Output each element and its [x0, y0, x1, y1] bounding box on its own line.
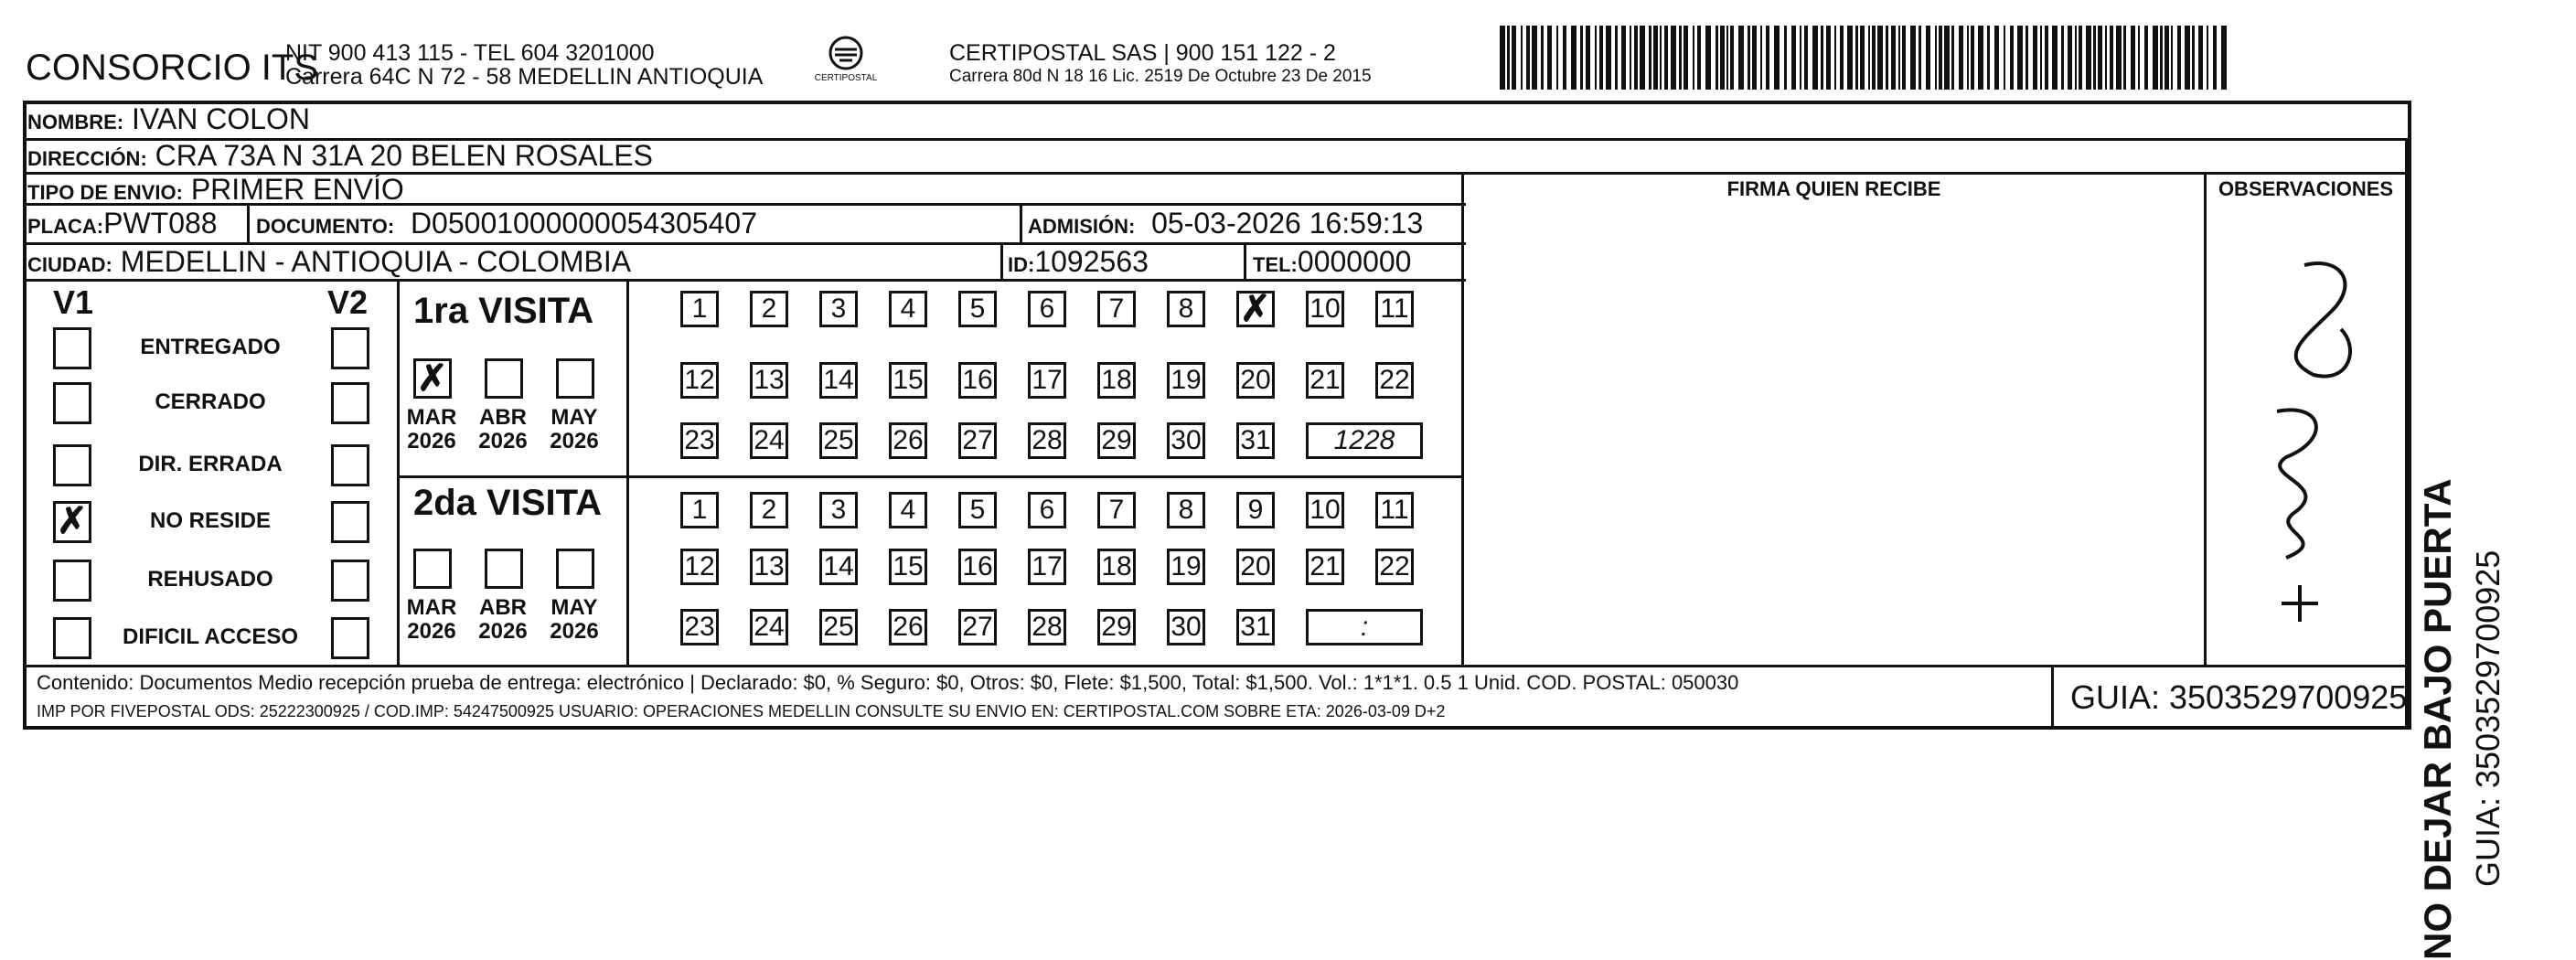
barcode-bar: [1716, 26, 1718, 90]
barcode-bar: [2207, 26, 2208, 90]
logo-text: CERTIPOSTAL: [814, 73, 878, 83]
day-box[interactable]: 19: [1167, 362, 1205, 399]
day-box[interactable]: 18: [1097, 362, 1136, 399]
day-box[interactable]: 14: [819, 362, 858, 399]
barcode-bar: [1595, 26, 1597, 90]
barcode-bar: [2017, 26, 2023, 90]
barcode-bar: [1784, 26, 1787, 90]
barcode-bar: [2116, 26, 2122, 90]
day-box[interactable]: 15: [889, 549, 927, 585]
nombre-label: NOMBRE:: [27, 111, 124, 133]
day-box[interactable]: 8: [1167, 291, 1205, 327]
barcode-bar: [1872, 26, 1876, 90]
barcode-bar: [1541, 26, 1544, 90]
month-label: MAY: [550, 595, 598, 620]
barcode-bar: [2221, 26, 2227, 90]
barcode-bar: [1599, 26, 1603, 90]
day-box[interactable]: 9: [1236, 492, 1275, 528]
barcode-bar: [1752, 26, 1757, 90]
day-box[interactable]: 10: [1306, 291, 1344, 327]
v2-checkbox[interactable]: [331, 327, 369, 369]
option-label: REHUSADO: [147, 567, 273, 592]
day-box[interactable]: 17: [1028, 549, 1066, 585]
check-mark-icon: ✗: [1240, 289, 1271, 329]
year-label: 2026: [407, 429, 456, 453]
barcode-bar: [1521, 26, 1523, 90]
day-box[interactable]: 29: [1097, 609, 1136, 645]
barcode-bar: [1526, 26, 1530, 90]
day-box[interactable]: 25: [819, 609, 858, 645]
barcode-bar: [1967, 26, 1969, 90]
day-box[interactable]: 31: [1236, 609, 1275, 645]
barcode-bar: [1840, 26, 1844, 90]
barcode-bar: [2010, 26, 2014, 90]
barcode-bar: [2033, 26, 2037, 90]
barcode-bar: [2061, 26, 2064, 90]
barcode-bar: [2075, 26, 2077, 90]
day-box[interactable]: 18: [1097, 549, 1136, 585]
barcode-bar: [1910, 26, 1916, 90]
day-box[interactable]: 20: [1236, 362, 1275, 399]
barcode-bar: [1500, 26, 1505, 90]
day-box[interactable]: 16: [958, 549, 997, 585]
day-box[interactable]: 12: [680, 362, 719, 399]
day-box[interactable]: 7: [1097, 291, 1136, 327]
barcode-bar: [1860, 26, 1865, 90]
barcode-bar: [1971, 26, 1974, 90]
id-value: 1092563: [1034, 245, 1149, 278]
barcode-bar: [1821, 26, 1823, 90]
day-box[interactable]: 26: [889, 609, 927, 645]
day-box[interactable]: 15: [889, 362, 927, 399]
day-box[interactable]: 30: [1167, 609, 1205, 645]
month-checkbox[interactable]: [556, 358, 594, 399]
documento-value: D05001000000054305407: [410, 207, 757, 240]
month-checkbox[interactable]: [413, 549, 452, 589]
barcode-bar: [1951, 26, 1954, 90]
barcode-bar: [1697, 26, 1701, 90]
handwritten-signature: [2222, 247, 2387, 631]
v1-checkbox[interactable]: [53, 560, 91, 602]
v2-checkbox[interactable]: [331, 444, 369, 486]
documento-label: DOCUMENTO:: [256, 215, 395, 238]
barcode: [1500, 26, 2231, 90]
nombre-field: [27, 102, 310, 136]
day-box[interactable]: 2: [750, 291, 788, 327]
month-checkbox[interactable]: [485, 358, 523, 399]
company-nit: NIT 900 413 115 - TEL 604 3201000: [285, 40, 655, 66]
firma-header: FIRMA QUIEN RECIBE: [1726, 177, 1941, 200]
barcode-bar: [2198, 26, 2203, 90]
month-checkbox[interactable]: [556, 549, 594, 589]
barcode-bar: [1877, 26, 1883, 90]
placa-value: PWT088: [103, 207, 218, 240]
footer-imp: IMP POR FIVEPOSTAL ODS: 25222300925 / COD.IMP: 54247500925 USUARIO: OPERACIONES MEDELLIN CONSULTE SU ENVIO EN: CERTIPOSTAL.COM SOBRE ETA: 2026-03-09 D+2: [37, 702, 1446, 720]
barcode-bar: [1726, 26, 1728, 90]
certipostal-address: Carrera 80d N 18 16 Lic. 2519 De Octubre 23 De 2015: [949, 67, 1372, 86]
day-box[interactable]: 13: [750, 549, 788, 585]
v2-checkbox[interactable]: [331, 560, 369, 602]
barcode-bar: [1978, 26, 1983, 90]
v2-checkbox[interactable]: [331, 501, 369, 543]
barcode-bar: [1640, 26, 1645, 90]
barcode-bar: [2171, 26, 2173, 90]
direccion-label: DIRECCIÓN:: [27, 147, 147, 170]
month-label: MAR: [406, 595, 457, 620]
id-label: ID:: [1008, 253, 1035, 276]
day-box[interactable]: 4: [889, 291, 927, 327]
visit1-title: 1ra VISITA: [413, 291, 594, 331]
barcode-bar: [1653, 26, 1658, 90]
barcode-bar: [1660, 26, 1662, 90]
v1-checkbox[interactable]: [53, 382, 91, 424]
day-box[interactable]: 29: [1097, 422, 1136, 459]
barcode-bar: [1532, 26, 1537, 90]
day-box[interactable]: 25: [819, 422, 858, 459]
barcode-bar: [1891, 26, 1896, 90]
barcode-bar: [1886, 26, 1888, 90]
placa-label: PLACA:: [27, 215, 104, 238]
option-label: DIFICIL ACCESO: [122, 624, 298, 649]
barcode-bar: [2040, 26, 2042, 90]
time-box[interactable]: 1228: [1306, 422, 1423, 459]
month-checkbox[interactable]: [485, 549, 523, 589]
barcode-bar: [2213, 26, 2217, 90]
tipo-label: TIPO DE ENVIO:: [27, 181, 183, 204]
day-box[interactable]: 16: [958, 362, 997, 399]
barcode-bar: [2192, 26, 2195, 90]
barcode-bar: [2123, 26, 2126, 90]
day-box[interactable]: 1: [680, 291, 719, 327]
barcode-bar: [2105, 26, 2107, 90]
barcode-bar: [1580, 26, 1583, 90]
barcode-bar: [1705, 26, 1711, 90]
barcode-bar: [2131, 26, 2135, 90]
barcode-bar: [2079, 26, 2082, 90]
barcode-bar: [1939, 26, 1942, 90]
barcode-bar: [1804, 26, 1808, 90]
option-label: DIR. ERRADA: [138, 452, 283, 476]
footer-guia: GUIA: 3503529700925: [2070, 678, 2408, 716]
barcode-bar: [2144, 26, 2148, 90]
time-box[interactable]: :: [1306, 609, 1423, 645]
barcode-bar: [1563, 26, 1566, 90]
barcode-bar: [1556, 26, 1558, 90]
barcode-bar: [1919, 26, 1921, 90]
day-box[interactable]: 19: [1167, 549, 1205, 585]
barcode-bar: [1987, 26, 1990, 90]
check-mark-icon: ✗: [417, 358, 448, 399]
company-name: CONSORCIO ITS: [26, 48, 319, 88]
barcode-bar: [2045, 26, 2048, 90]
barcode-bar: [1834, 26, 1836, 90]
ciudad-value: MEDELLIN - ANTIOQUIA - COLOMBIA: [120, 245, 632, 278]
barcode-bar: [2138, 26, 2140, 90]
barcode-bar: [1547, 26, 1552, 90]
barcode-bar: [1959, 26, 1963, 90]
day-box[interactable]: 23: [680, 609, 719, 645]
barcode-bar: [1720, 26, 1725, 90]
year-label: 2026: [550, 429, 599, 453]
barcode-bar: [1812, 26, 1818, 90]
barcode-bar: [1738, 26, 1744, 90]
tipo-value: PRIMER ENVÍO: [190, 173, 404, 206]
barcode-bar: [1615, 26, 1618, 90]
month-label: ABR: [479, 595, 527, 620]
barcode-bar: [2026, 26, 2028, 90]
barcode-bar: [1800, 26, 1801, 90]
barcode-bar: [1606, 26, 1611, 90]
day-box[interactable]: 21: [1306, 549, 1344, 585]
barcode-bar: [1748, 26, 1750, 90]
placa-field: [27, 207, 218, 240]
option-label: CERRADO: [155, 389, 266, 414]
day-box[interactable]: 11: [1375, 291, 1414, 327]
tel-label: TEL:: [1253, 253, 1298, 276]
barcode-bar: [1994, 26, 1999, 90]
barcode-bar: [1898, 26, 1900, 90]
visit2-title: 2da VISITA: [413, 483, 602, 523]
barcode-bar: [1683, 26, 1688, 90]
option-label: ENTREGADO: [140, 335, 281, 359]
day-box[interactable]: 5: [958, 492, 997, 528]
day-box[interactable]: 17: [1028, 362, 1066, 399]
day-box[interactable]: 20: [1236, 549, 1275, 585]
barcode-bar: [2052, 26, 2058, 90]
day-box[interactable]: 10: [1306, 492, 1344, 528]
barcode-bar: [1926, 26, 1930, 90]
certipostal-logo: [814, 35, 878, 91]
day-box[interactable]: 1: [680, 492, 719, 528]
no-dejar-bajo-puerta: NO DEJAR BAJO PUERTA: [2416, 478, 2459, 960]
barcode-bar: [1693, 26, 1694, 90]
barcode-bar: [2185, 26, 2190, 90]
barcode-bar: [1621, 26, 1626, 90]
barcode-bar: [1868, 26, 1870, 90]
day-box[interactable]: 28: [1028, 609, 1066, 645]
v2-checkbox[interactable]: [331, 382, 369, 424]
barcode-bar: [2098, 26, 2102, 90]
v2-checkbox[interactable]: [331, 617, 369, 659]
id-field: [1008, 245, 1149, 279]
barcode-bar: [2160, 26, 2163, 90]
day-box[interactable]: 24: [750, 609, 788, 645]
barcode-bar: [1586, 26, 1590, 90]
barcode-bar: [1791, 26, 1796, 90]
day-box[interactable]: 28: [1028, 422, 1066, 459]
documento-field: [256, 207, 757, 240]
ciudad-field: [27, 245, 631, 279]
barcode-bar: [2086, 26, 2091, 90]
day-box[interactable]: 6: [1028, 291, 1066, 327]
day-box[interactable]: 3: [819, 492, 858, 528]
month-label: ABR: [479, 405, 527, 430]
day-box[interactable]: 5: [958, 291, 997, 327]
barcode-bar: [2110, 26, 2113, 90]
barcode-bar: [2177, 26, 2181, 90]
admision-field: [1028, 207, 1423, 240]
day-box[interactable]: 7: [1097, 492, 1136, 528]
day-box[interactable]: 14: [819, 549, 858, 585]
day-box[interactable]: 2: [750, 492, 788, 528]
barcode-bar: [2164, 26, 2169, 90]
year-label: 2026: [478, 429, 528, 453]
barcode-bar: [1634, 26, 1638, 90]
tel-field: [1253, 245, 1411, 279]
day-box[interactable]: 27: [958, 609, 997, 645]
side-guia: GUIA: 3503529700925: [2469, 549, 2507, 887]
barcode-bar: [1649, 26, 1651, 90]
barcode-bar: [1730, 26, 1734, 90]
barcode-bar: [1847, 26, 1853, 90]
check-mark-icon: ✗: [57, 501, 88, 541]
day-box[interactable]: 6: [1028, 492, 1066, 528]
barcode-bar: [1512, 26, 1516, 90]
footer-contenido: Contenido: Documentos Medio recepción prueba de entrega: electrónico | Declarado: $0, % Seguro: $0, Otros: $0, Flete: $1,500, Total: $1,500. Vol.: 1*1*1. 0.5 1 Unid. COD. POSTAL: 050030: [37, 671, 1739, 694]
day-box[interactable]: 22: [1375, 549, 1414, 585]
ciudad-label: CIUDAD:: [27, 253, 112, 276]
year-label: 2026: [550, 619, 599, 644]
day-box[interactable]: 8: [1167, 492, 1205, 528]
barcode-bar: [1855, 26, 1858, 90]
month-label: MAY: [550, 405, 598, 430]
barcode-bar: [2068, 26, 2072, 90]
barcode-bar: [1826, 26, 1831, 90]
day-box[interactable]: 30: [1167, 422, 1205, 459]
barcode-bar: [2004, 26, 2005, 90]
barcode-bar: [1664, 26, 1668, 90]
barcode-bar: [1671, 26, 1676, 90]
company-address: Carrera 64C N 72 - 58 MEDELLIN ANTIOQUIA: [285, 64, 764, 90]
v1-checkbox[interactable]: [53, 444, 91, 486]
day-box[interactable]: 11: [1375, 492, 1414, 528]
v1-label: V1: [53, 283, 94, 321]
year-label: 2026: [478, 619, 528, 644]
barcode-bar: [2153, 26, 2158, 90]
tipo-field: [27, 173, 404, 207]
day-box[interactable]: 21: [1306, 362, 1344, 399]
barcode-bar: [1507, 26, 1510, 90]
direccion-value: CRA 73A N 31A 20 BELEN ROSALES: [155, 139, 653, 172]
day-box[interactable]: 26: [889, 422, 927, 459]
day-box[interactable]: 22: [1375, 362, 1414, 399]
day-box[interactable]: 3: [819, 291, 858, 327]
month-label: MAR: [406, 405, 457, 430]
day-box[interactable]: 24: [750, 422, 788, 459]
option-label: NO RESIDE: [149, 508, 272, 533]
day-box[interactable]: 12: [680, 549, 719, 585]
v1-checkbox[interactable]: [53, 617, 91, 659]
day-box[interactable]: 31: [1236, 422, 1275, 459]
barcode-bar: [1902, 26, 1906, 90]
v1-checkbox[interactable]: [53, 327, 91, 369]
direccion-field: [27, 139, 653, 173]
day-box[interactable]: 23: [680, 422, 719, 459]
admision-label: ADMISIÓN:: [1028, 215, 1136, 238]
certipostal-line: CERTIPOSTAL SAS | 900 151 122 - 2: [949, 40, 1336, 66]
day-box[interactable]: 13: [750, 362, 788, 399]
admision-value: 05-03-2026 16:59:13: [1151, 207, 1424, 240]
nombre-value: IVAN COLON: [132, 102, 310, 135]
barcode-bar: [1679, 26, 1682, 90]
barcode-bar: [1944, 26, 1950, 90]
barcode-bar: [1774, 26, 1780, 90]
day-box[interactable]: 4: [889, 492, 927, 528]
barcode-bar: [2093, 26, 2096, 90]
barcode-bar: [1571, 26, 1577, 90]
barcode-bar: [1935, 26, 1937, 90]
observaciones-header: OBSERVACIONES: [2218, 177, 2394, 200]
day-box[interactable]: 27: [958, 422, 997, 459]
v2-label: V2: [327, 283, 369, 321]
barcode-bar: [1766, 26, 1769, 90]
barcode-bar: [1760, 26, 1762, 90]
tel-value: 0000000: [1297, 245, 1412, 278]
year-label: 2026: [407, 619, 456, 644]
barcode-bar: [1630, 26, 1631, 90]
